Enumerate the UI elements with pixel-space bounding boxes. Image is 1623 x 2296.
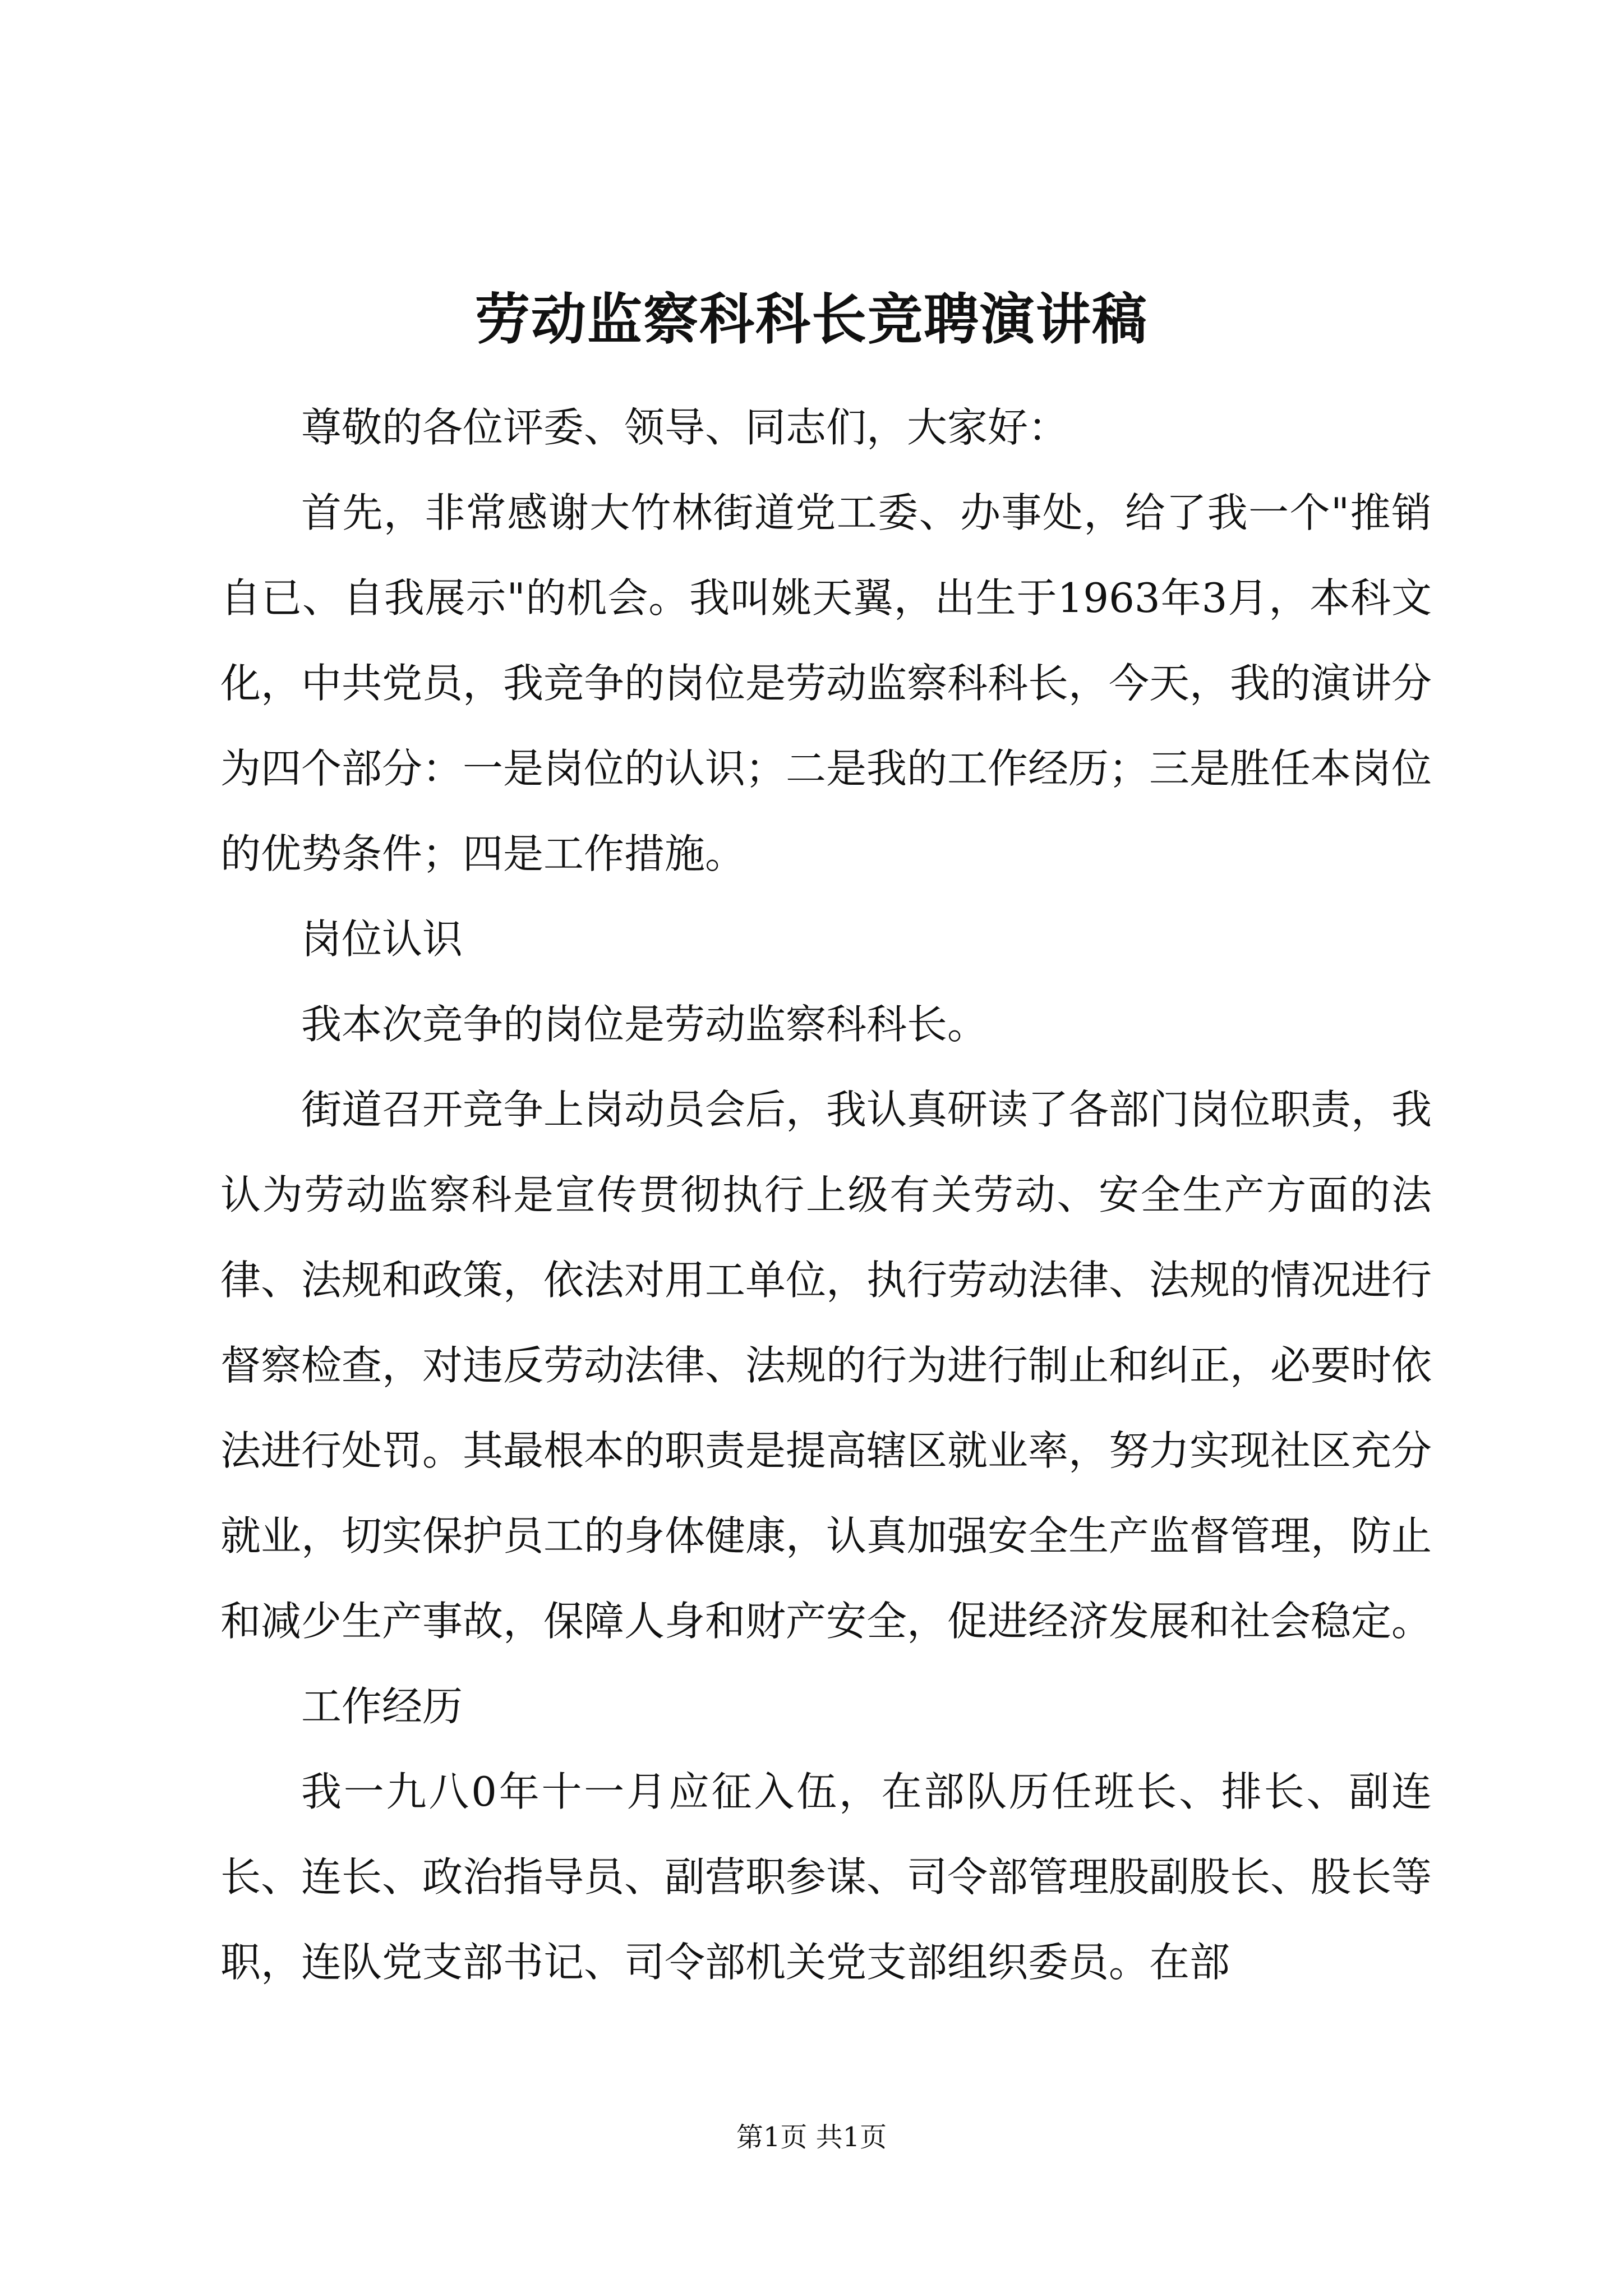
paragraph-experience: 我一九八0年十一月应征入伍，在部队历任班长、排长、副连长、连长、政治指导员、副营职参谋、司令部管理股副股长、股长等职，连队党支部书记、司令部机关党支部组织委员。在部 — [220, 1768, 1432, 1986]
document-body — [220, 385, 1432, 2005]
section-heading-position: 岗位认识 — [301, 915, 463, 963]
page-footer: 第1页 共1页 — [736, 2122, 887, 2153]
paragraph-greeting: 尊敬的各位评委、领导、同志们，大家好： — [301, 404, 1069, 451]
section-heading-experience: 工作经历 — [301, 1683, 463, 1730]
paragraph-introduction: 首先，非常感谢大竹林街道党工委、办事处，给了我一个"推销自已、自我展示"的机会。我叫姚天翼，出生于1963年3月，本科文化，中共党员，我竞争的岗位是劳动监察科科长，今天，我的演讲分为四个部分：一是岗位的认识；二是我的工作经历；三是胜任本岗位的优势条件；四是工作措施。 — [220, 489, 1432, 877]
paragraph-position-duties: 街道召开竞争上岗动员会后，我认真研读了各部门岗位职责，我认为劳动监察科是宣传贯彻执行上级有关劳动、安全生产方面的法律、法规和政策，依法对用工单位，执行劳动法律、法规的情况进行督察检查，对违反劳动法律、法规的行为进行制止和纠正，必要时依法进行处罚。其最根本的职责是提高辖区就业率，努力实现社区充分就业，切实保护员工的身体健康，认真加强安全生产监督管理，防止和减少生产事故，保障人身和财产安全，促进经济发展和社会稳定。 — [220, 1086, 1432, 1645]
paragraph-position-statement: 我本次竞争的岗位是劳动监察科科长。 — [301, 1001, 988, 1048]
document-title: 劳动监察科科长竞聘演讲稿 — [474, 287, 1148, 352]
